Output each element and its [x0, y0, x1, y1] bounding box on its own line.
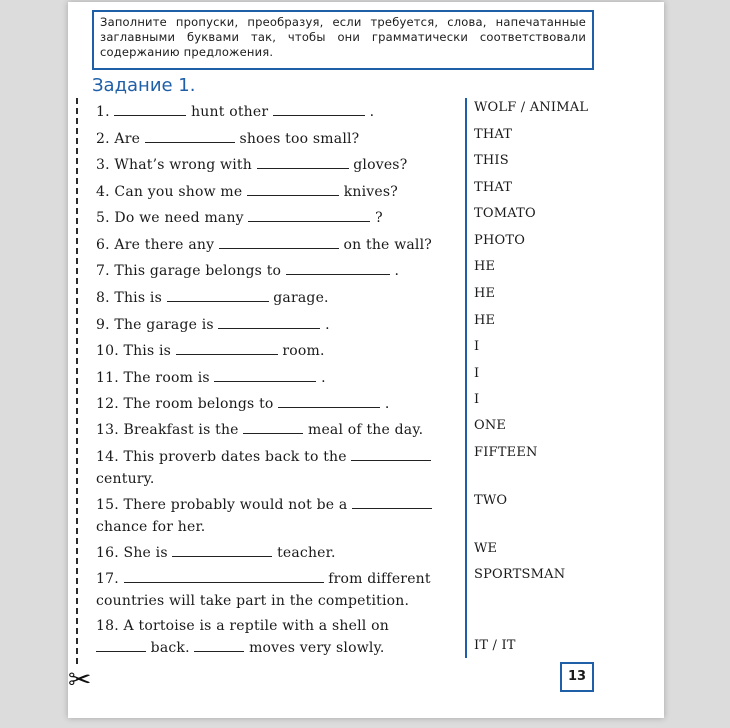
- hint-word-11: I: [474, 366, 480, 381]
- task-title: Задание 1.: [92, 75, 196, 96]
- hint-word-10: I: [474, 339, 480, 354]
- exercise-item-10: 10. This is room.: [96, 343, 325, 359]
- exercise-item-15: 15. There probably would not be a chance for her.: [96, 494, 456, 538]
- answer-blank[interactable]: [176, 342, 278, 355]
- exercise-item-5: 5. Do we need many ?: [96, 210, 383, 226]
- answer-blank[interactable]: [214, 369, 316, 382]
- hint-word-9: HE: [474, 313, 496, 328]
- answer-blank[interactable]: [286, 262, 390, 275]
- answer-blank[interactable]: [96, 639, 146, 652]
- answer-blank[interactable]: [351, 448, 431, 461]
- answer-blank[interactable]: [114, 103, 186, 116]
- hint-word-14: FIFTEEN: [474, 445, 538, 460]
- exercise-item-4: 4. Can you show me knives?: [96, 184, 398, 200]
- exercise-item-13: 13. Breakfast is the meal of the day.: [96, 422, 424, 438]
- hint-word-6: PHOTO: [474, 233, 526, 248]
- answer-blank[interactable]: [124, 570, 324, 583]
- hint-word-1: WOLF / ANIMAL: [474, 100, 589, 115]
- hint-word-17: SPORTSMAN: [474, 567, 566, 582]
- hint-word-13: ONE: [474, 418, 507, 433]
- hint-word-18: IT / IT: [474, 638, 516, 653]
- exercise-item-3: 3. What’s wrong with gloves?: [96, 157, 408, 173]
- answer-blank[interactable]: [145, 130, 235, 143]
- hint-word-5: TOMATO: [474, 206, 536, 221]
- exercise-item-16: 16. She is teacher.: [96, 545, 336, 561]
- answer-blank[interactable]: [257, 156, 349, 169]
- exercise-item-18: 18. A tortoise is a reptile with a shell on back. moves very slowly.: [96, 618, 389, 656]
- hint-word-2: THAT: [474, 127, 513, 142]
- workbook-page: [68, 2, 664, 718]
- answer-blank[interactable]: [194, 639, 244, 652]
- exercise-item-17: 17. from different countries will take part in the competition.: [96, 571, 431, 609]
- hint-word-3: THIS: [474, 153, 509, 168]
- hint-word-15: TWO: [474, 493, 508, 508]
- answer-blank[interactable]: [273, 103, 365, 116]
- answer-blank[interactable]: [219, 236, 339, 249]
- exercise-item-9: 9. The garage is .: [96, 317, 330, 333]
- scissors-icon: ✂: [68, 663, 92, 696]
- cut-line: [76, 98, 78, 664]
- exercise-item-7: 7. This garage belongs to .: [96, 263, 400, 279]
- exercise-item-2: 2. Are shoes too small?: [96, 131, 360, 147]
- answer-blank[interactable]: [248, 209, 370, 222]
- answer-blank[interactable]: [167, 289, 269, 302]
- exercise-item-8: 8. This is garage.: [96, 290, 329, 306]
- instruction-box: Заполните пропуски, преобразуя, если требуется, слова, напечатанные заглавными буквами так, чтобы они грамматически соответствовали содержанию предложения.: [92, 10, 594, 70]
- hint-word-7: HE: [474, 259, 496, 274]
- page-number: 13: [560, 662, 594, 692]
- exercise-item-12: 12. The room belongs to .: [96, 396, 390, 412]
- exercise-item-11: 11. The room is .: [96, 370, 326, 386]
- answer-blank[interactable]: [243, 421, 303, 434]
- hint-word-4: THAT: [474, 180, 513, 195]
- answer-blank[interactable]: [218, 316, 320, 329]
- exercise-item-1: 1. hunt other .: [96, 104, 375, 120]
- hint-word-16: WE: [474, 541, 498, 556]
- exercise-item-14: 14. This proverb dates back to the century.: [96, 446, 456, 490]
- hint-word-12: I: [474, 392, 480, 407]
- answer-blank[interactable]: [352, 496, 432, 509]
- column-divider: [465, 98, 467, 658]
- hint-word-8: HE: [474, 286, 496, 301]
- answer-blank[interactable]: [247, 183, 339, 196]
- answer-blank[interactable]: [172, 544, 272, 557]
- exercise-item-6: 6. Are there any on the wall?: [96, 237, 432, 253]
- answer-blank[interactable]: [278, 395, 380, 408]
